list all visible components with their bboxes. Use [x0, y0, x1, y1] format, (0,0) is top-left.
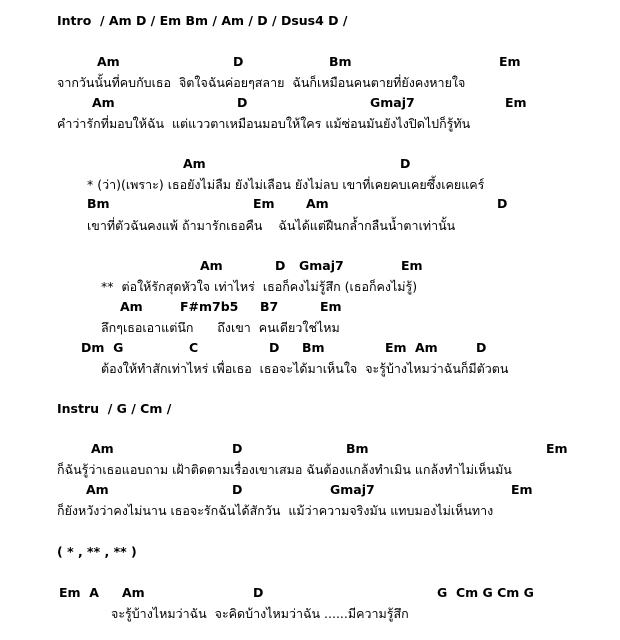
chord-label: Dm G	[81, 340, 124, 355]
instru-line: Instru / G / Cm /	[57, 401, 172, 416]
chord-label: Em	[401, 258, 423, 273]
chord-label: Gmaj7	[370, 95, 415, 110]
chord-label: C	[189, 340, 199, 355]
chord-label: Em	[253, 196, 275, 211]
chord-label: Am	[122, 585, 145, 600]
lyric-line: เขาที่ตัวฉันคงแพ้ ถ้ามารักเธอคืน ฉันได้แต่ฝืนกล้ำกลืนน้ำตาเท่านั้น	[87, 218, 456, 233]
chord-label: G Cm G Cm G	[437, 585, 534, 600]
chord-label: Am	[200, 258, 223, 273]
chord-label: Am	[415, 340, 438, 355]
lyric-line: ก็ฉันรู้ว่าเธอแอบถาม เฝ้าติดตามเรื่องเขาเสมอ ฉันต้องแกล้งทำเมิน แกล้งทำไม่เห็นมัน	[57, 462, 512, 477]
chord-label: Am	[97, 54, 120, 69]
chord-label: D	[237, 95, 248, 110]
chord-label: Gmaj7	[330, 482, 375, 497]
chord-label: Am	[183, 156, 206, 171]
chord-label: D	[269, 340, 280, 355]
chord-label: Bm	[329, 54, 352, 69]
chord-label: D	[497, 196, 508, 211]
lyric-line: ก็ยังหวังว่าคงไม่นาน เธอจะรักฉันได้สักวัน แม้ว่าความจริงมัน แทบมองไม่เห็นทาง	[57, 503, 494, 518]
chord-label: Bm	[346, 441, 369, 456]
lyric-line: คำว่ารักที่มอบให้ฉัน แต่แววตาเหมือนมอบให้ใคร แม้ซ่อนมันยังไงปิดไปก็รู้ทัน	[57, 116, 471, 131]
chord-label: B7	[260, 299, 279, 314]
lyric-line: ** ต่อให้รักสุดหัวใจ เท่าไหร่ เธอก็คงไม่รู้สึก (เธอก็คงไม่รู้)	[101, 279, 418, 294]
lyric-line: ต้องให้ทำสักเท่าไหร่ เพื่อเธอ เธอจะได้มาเห็นใจ จะรู้บ้างไหมว่าฉันก็มีตัวตน	[101, 361, 509, 376]
chord-label: Em	[546, 441, 568, 456]
chord-label: Em	[511, 482, 533, 497]
lyric-line: จะรู้บ้างไหมว่าฉัน จะคิดบ้างไหมว่าฉัน ......มีความรู้สึก	[111, 606, 409, 621]
chord-label: D	[232, 482, 243, 497]
chord-label: Em	[320, 299, 342, 314]
chord-label: F#m7b5	[180, 299, 239, 314]
chord-label: Gmaj7	[299, 258, 344, 273]
chord-label: D	[400, 156, 411, 171]
lyric-line: จากวันนั้นที่คบกับเธอ จิตใจฉันค่อยๆสลาย ฉันก็เหมือนคนตายที่ยังคงหายใจ	[57, 75, 466, 90]
repeat-marker: ( * , ** , ** )	[57, 544, 137, 559]
chord-label: Bm	[87, 196, 110, 211]
chord-label: Am	[92, 95, 115, 110]
chord-label: Am	[306, 196, 329, 211]
chord-label: D	[232, 441, 243, 456]
chord-label: Em	[505, 95, 527, 110]
chord-label: D	[253, 585, 264, 600]
chord-label: Am	[91, 441, 114, 456]
chord-label: Am	[86, 482, 109, 497]
lyric-line: ลึกๆเธอเอาแต่นึก ถึงเขา คนเดียวใช่ไหม	[101, 320, 340, 335]
intro-line: Intro / Am D / Em Bm / Am / D / Dsus4 D /	[57, 13, 348, 28]
chord-label: Am	[120, 299, 143, 314]
lyric-line: * (ว่า)(เพราะ) เธอยังไม่ลืม ยังไม่เลือน ยังไม่ลบ เขาที่เคยคบเคยซึ้งเคยแคร์	[87, 177, 485, 192]
chord-label: D	[275, 258, 286, 273]
chord-label: D	[476, 340, 487, 355]
chord-label: Em	[385, 340, 407, 355]
chord-label: Em	[499, 54, 521, 69]
chord-label: D	[233, 54, 244, 69]
chord-label: Em A	[59, 585, 99, 600]
chord-label: Bm	[302, 340, 325, 355]
